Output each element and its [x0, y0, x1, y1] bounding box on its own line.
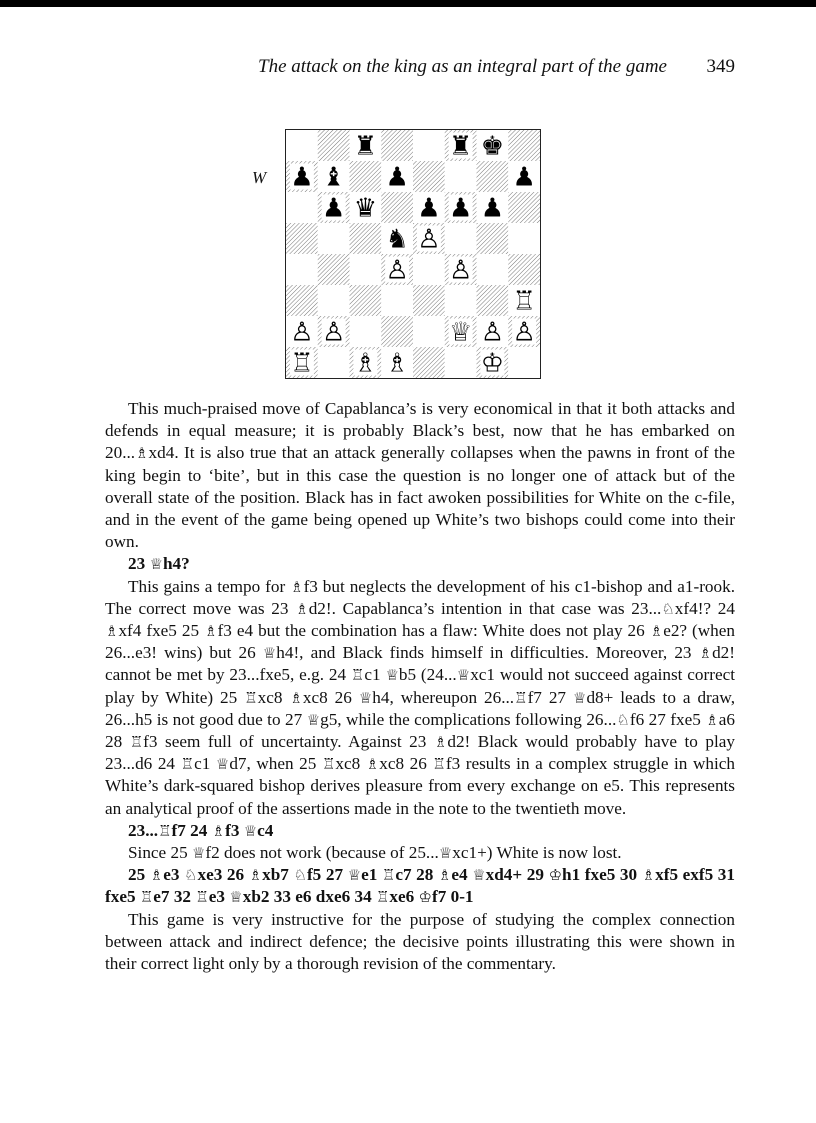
dark-square — [477, 223, 509, 254]
move-line: 25 ♗e3 ♘xe3 26 ♗xb7 ♘f5 27 ♕e1 ♖c7 28 ♗e4 ♕xd4+ 29 ♔h1 fxe5 30 ♗xf5 exf5 31 fxe5 ♖e7 32 ♖e3 ♕xb2 33 e6 dxe6 34 ♖xe6 ♔f7 0-1 — [105, 865, 735, 907]
commentary-text — [105, 398, 735, 975]
white-king-icon: ♔ — [480, 348, 505, 378]
dark-square — [413, 347, 445, 378]
dark-square — [350, 161, 382, 192]
dark-square — [477, 161, 509, 192]
light-square — [508, 223, 540, 254]
top-rule — [0, 0, 816, 7]
dark-square — [318, 254, 350, 285]
white-rook-icon: ♖ — [512, 286, 536, 317]
black-pawn-icon: ♟ — [385, 162, 409, 193]
chess-board — [286, 130, 540, 378]
light-square — [318, 223, 350, 254]
white-pawn-icon: ♙ — [480, 317, 505, 348]
black-pawn-icon: ♟ — [417, 193, 441, 224]
light-square — [318, 285, 350, 316]
black-knight-icon: ♞ — [385, 224, 409, 255]
commentary-paragraph: This gains a tempo for ♗f3 but neglects the development of his c1-bishop and a1-rook. The correct move was 23 ♗d2!. Capablanca’s intention in that case was 23...♘xf4!? 24 ♗xf4 fxe5 25 ♗f3 e4 but the combination has a flaw: White does not play 26 ♗e2? (when 26...e3! wins) but 26 ♕h4!, and Black finds himself in difficulties. Moreover, 23 ♗d2! cannot be met by 23...fxe5, e.g. 24 ♖c1 ♕b5 (24...♕xc1 would not succeed against correct play by White) 25 ♖xc8 ♗xc8 26 ♕h4, whereupon 26...♖f7 27 ♕d8+ leads to a draw, 26...h5 is not good due to 27 ♕g5, while the complications following 26...♘f6 27 fxe5 ♗a6 28 ♖f3 seem full of uncertainty. Against 23 ♗d2! Black would probably have to play 23...d6 24 ♖c1 ♕d7, when 25 ♖xc8 ♗xc8 26 ♖f3 results in a complex struggle in which White’s dark-squared bishop derives pleasure from every exchange on e5. This represents an analytical proof of the assertions made in the note to the twentieth move. — [105, 576, 735, 818]
dark-square — [381, 316, 413, 347]
dark-square — [381, 130, 413, 161]
dark-square — [318, 130, 350, 161]
chess-diagram — [285, 129, 541, 379]
dark-square — [413, 285, 445, 316]
black-king-icon: ♚ — [480, 131, 505, 162]
light-square — [318, 347, 350, 378]
light-square — [445, 161, 477, 192]
white-pawn-icon: ♙ — [448, 255, 473, 286]
move-line: 23...♖f7 24 ♗f3 ♕c4 — [128, 820, 274, 840]
running-head — [105, 56, 735, 82]
move-line: 23 ♕h4? — [128, 554, 190, 574]
light-square — [413, 130, 445, 161]
white-pawn-icon: ♙ — [417, 224, 441, 255]
white-queen-icon: ♕ — [448, 317, 473, 348]
light-square — [286, 130, 318, 161]
black-rook-icon: ♜ — [353, 131, 378, 162]
dark-square — [286, 223, 318, 254]
dark-square — [350, 285, 382, 316]
black-pawn-icon: ♟ — [321, 193, 346, 224]
commentary-paragraph: This much-praised move of Capablanca’s is very economical in that it both attacks and defends in equal measure; it is probably Black’s best, now that he has embarked on 20...♗xd4. It is also true that an attack generally collapses when the pawns in front of the king begin to ‘bite’, but in this case the question is no longer one of attack but of the overall state of the position. Black has in fact awoken possibilities for White on the c-file, and in the event of the game being opened up White’s two bishops could come into their own. — [105, 399, 735, 552]
white-rook-icon: ♖ — [290, 348, 314, 378]
black-pawn-icon: ♟ — [290, 162, 314, 193]
dark-square — [286, 285, 318, 316]
page-number: 349 — [706, 56, 735, 77]
light-square — [286, 254, 318, 285]
light-square — [413, 316, 445, 347]
black-bishop-icon: ♝ — [321, 162, 346, 193]
light-square — [445, 347, 477, 378]
white-pawn-icon: ♙ — [385, 255, 409, 286]
dark-square — [508, 254, 540, 285]
dark-square — [381, 192, 413, 223]
light-square — [445, 223, 477, 254]
chapter-title: The attack on the king as an integral part of the game — [258, 56, 667, 77]
light-square — [445, 285, 477, 316]
dark-square — [508, 192, 540, 223]
black-rook-icon: ♜ — [448, 131, 473, 162]
white-pawn-icon: ♙ — [290, 317, 314, 348]
dark-square — [508, 130, 540, 161]
black-pawn-icon: ♟ — [480, 193, 505, 224]
light-square — [413, 254, 445, 285]
side-to-move-label: W — [252, 168, 267, 187]
dark-square — [477, 285, 509, 316]
dark-square — [350, 223, 382, 254]
light-square — [381, 285, 413, 316]
light-square — [286, 192, 318, 223]
white-pawn-icon: ♙ — [321, 317, 346, 348]
black-queen-icon: ♛ — [353, 193, 378, 224]
light-square — [350, 254, 382, 285]
dark-square — [413, 161, 445, 192]
commentary-paragraph: Since 25 ♕f2 does not work (because of 25...♕xc1+) White is now lost. — [128, 843, 622, 863]
light-square — [350, 316, 382, 347]
light-square — [477, 254, 509, 285]
black-pawn-icon: ♟ — [448, 193, 473, 224]
white-bishop-icon: ♗ — [385, 348, 409, 378]
white-pawn-icon: ♙ — [512, 317, 536, 348]
commentary-paragraph: This game is very instructive for the purpose of studying the complex connection between attack and indirect defence; the decisive points illustrating this were shown in their correct light only by a thorough revision of the commentary. — [105, 909, 735, 974]
white-bishop-icon: ♗ — [353, 348, 378, 378]
black-pawn-icon: ♟ — [512, 162, 536, 193]
light-square — [508, 347, 540, 378]
